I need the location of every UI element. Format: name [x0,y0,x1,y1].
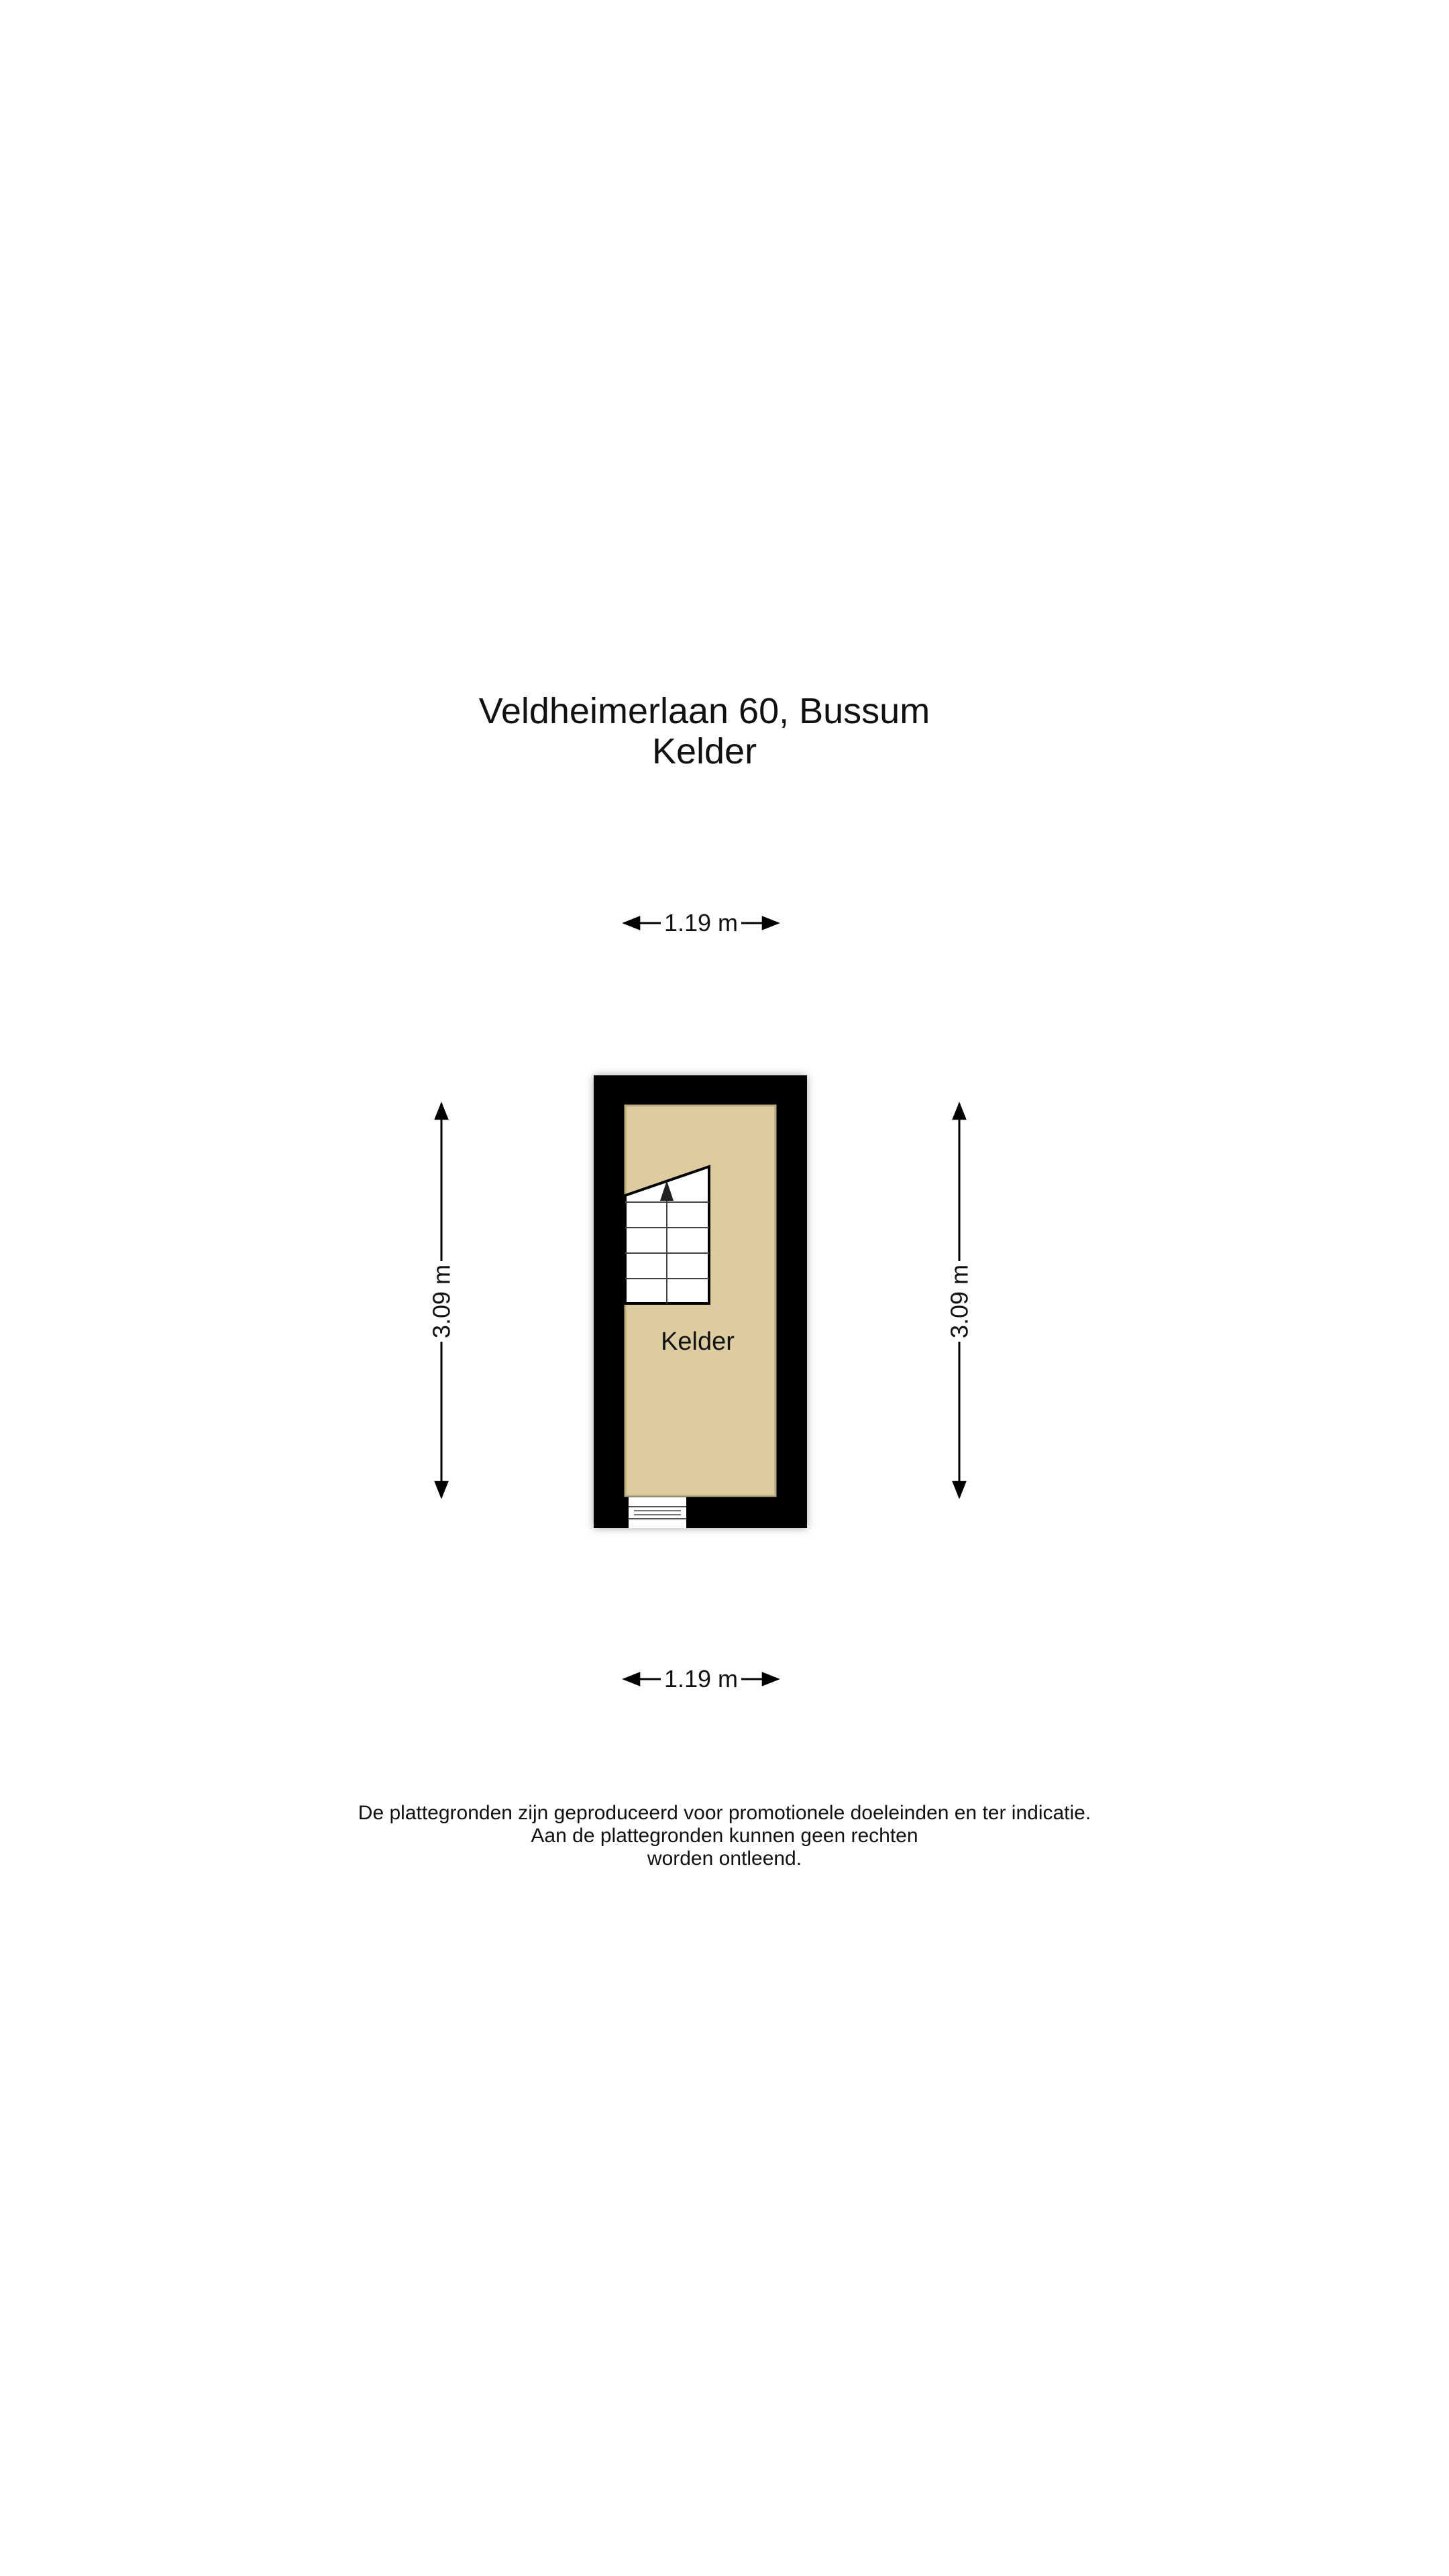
dimension-bottom [624,1665,778,1693]
disclaimer-line-2: Aan de plattegronden kunnen geen rechten [531,1825,918,1847]
window-icon [629,1497,686,1528]
dimension-top-label: 1.19 m [663,909,739,936]
floor-title: Kelder [651,731,757,771]
dimension-left [428,1104,455,1497]
disclaimer [0,1802,1449,1870]
address-title: Veldheimerlaan 60, Bussum [478,691,930,731]
room-label: Kelder [661,1328,735,1356]
dimension-right [946,1104,973,1497]
dimension-left-label: 3.09 m [427,1264,455,1339]
dimension-top [624,909,778,936]
disclaimer-line-1: De plattegronden zijn geproduceerd voor promotionele doeleinden en ter indicatie. [358,1802,1091,1824]
dimension-bottom-label: 1.19 m [663,1665,739,1693]
dimension-right-label: 3.09 m [945,1264,973,1339]
disclaimer-line-3: worden ontleend. [647,1847,802,1870]
